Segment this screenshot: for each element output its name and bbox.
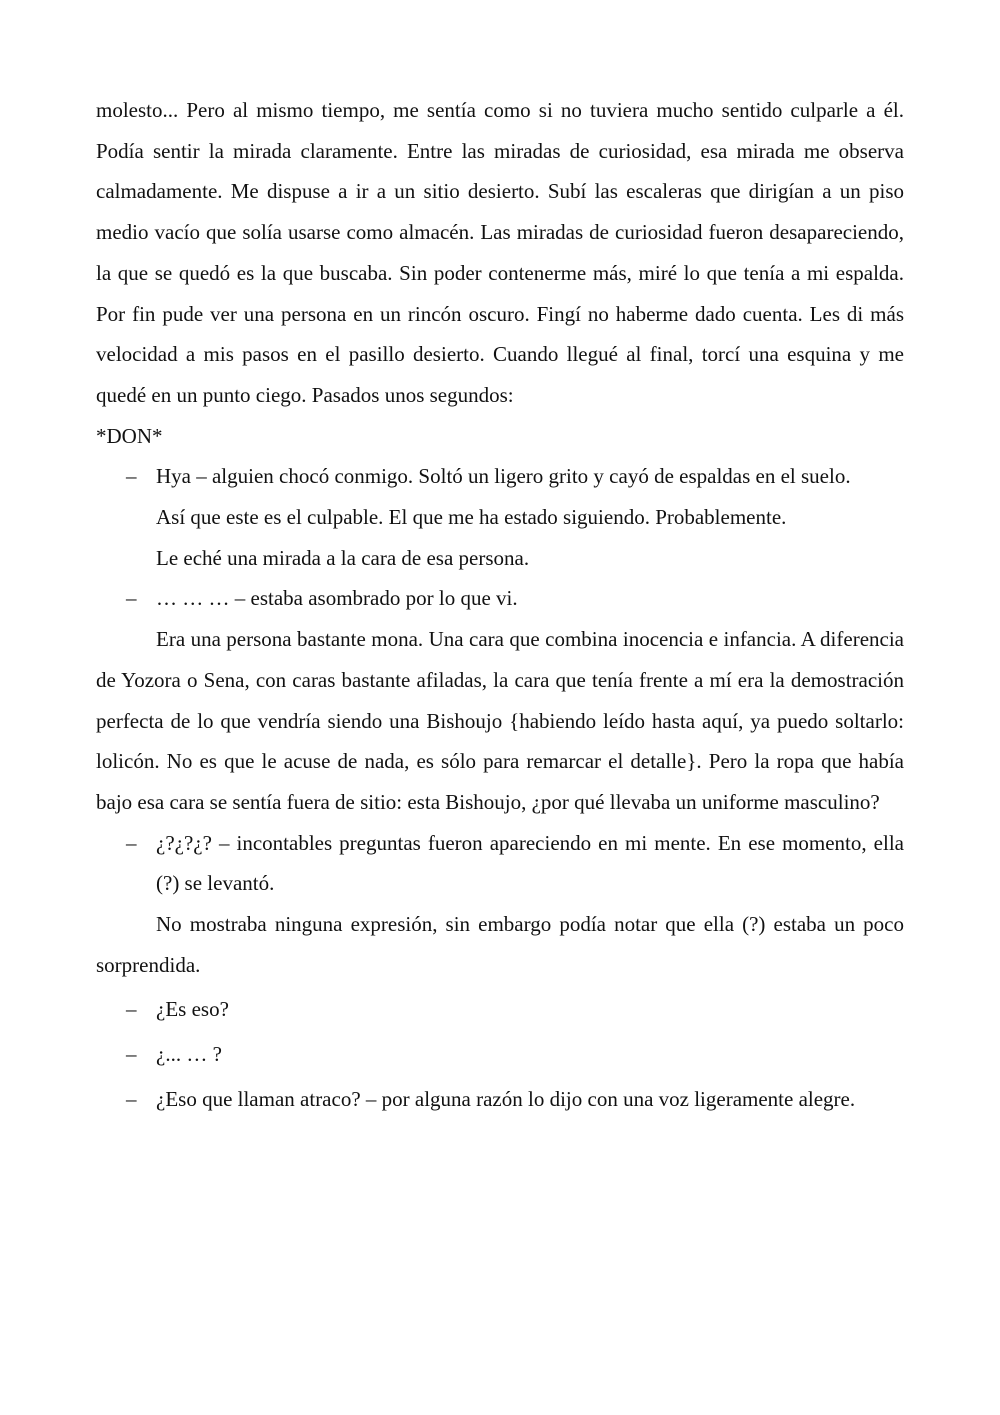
- dialogue-text: ¿Es eso?: [156, 997, 229, 1022]
- paragraph: Era una persona bastante mona. Una cara que combina inocencia e infancia. A diferencia de Yozora o Sena, con caras bastante afiladas, la cara que tenía frente a mí era la demostración perfecta de lo que vendría siendo una Bishoujo {habiendo leído hasta aquí, ya puedo soltarlo: lolicón. No es que le acuse de nada, es sólo para remarcar el detalle}. Pero la ropa que había bajo esa cara se sentía fuera de sitio: esta Bishoujo, ¿por qué llevaba un uniforme masculino?: [96, 627, 904, 814]
- dialogue-line: [96, 989, 904, 1030]
- sound-effect-line: *DON*: [96, 423, 163, 448]
- document-page: [96, 90, 904, 1120]
- narration-line: Le eché una mirada a la cara de esa persona.: [156, 545, 530, 570]
- dialogue-dash: –: [126, 586, 137, 611]
- narration-line: Así que este es el culpable. El que me ha estado siguiendo. Probablemente.: [156, 505, 787, 530]
- dialogue-text: Hya – alguien chocó conmigo. Soltó un ligero grito y cayó de espaldas en el suelo.: [156, 464, 851, 489]
- dialogue-line: [96, 1079, 904, 1120]
- dialogue-line: [96, 578, 904, 619]
- dialogue-dash: –: [126, 1086, 137, 1111]
- dialogue-dash: –: [126, 830, 137, 855]
- dialogue-text: ¿... … ?: [156, 1042, 222, 1067]
- dialogue-text: … … … – estaba asombrado por lo que vi.: [156, 586, 518, 611]
- dialogue-text: ¿?¿?¿? – incontables preguntas fueron apareciendo en mi mente. En ese momento, ella (?) se levantó.: [156, 830, 904, 896]
- dialogue-line: [96, 823, 904, 904]
- dialogue-text: ¿Eso que llaman atraco? – por alguna razón lo dijo con una voz ligeramente alegre.: [156, 1086, 856, 1111]
- dialogue-dash: –: [126, 1042, 137, 1067]
- paragraph: No mostraba ninguna expresión, sin embargo podía notar que ella (?) estaba un poco sorprendida.: [96, 912, 904, 977]
- dialogue-dash: –: [126, 997, 137, 1022]
- dialogue-line: [96, 456, 904, 497]
- dialogue-line: [96, 1034, 904, 1075]
- paragraph: molesto... Pero al mismo tiempo, me sentía como si no tuviera mucho sentido culparle a él. Podía sentir la mirada claramente. Entre las miradas de curiosidad, esa mirada me observa calmadamente. Me dispuse a ir a un sitio desierto. Subí las escaleras que dirigían a un piso medio vacío que solía usarse como almacén. Las miradas de curiosidad fueron desapareciendo, la que se quedó es la que buscaba. Sin poder contenerme más, miré lo que tenía a mi espalda. Por fin pude ver una persona en un rincón oscuro. Fingí no haberme dado cuenta. Les di más velocidad a mis pasos en el pasillo desierto. Cuando llegué al final, torcí una esquina y me quedé en un punto ciego. Pasados unos segundos:: [96, 98, 904, 407]
- dialogue-dash: –: [126, 464, 137, 489]
